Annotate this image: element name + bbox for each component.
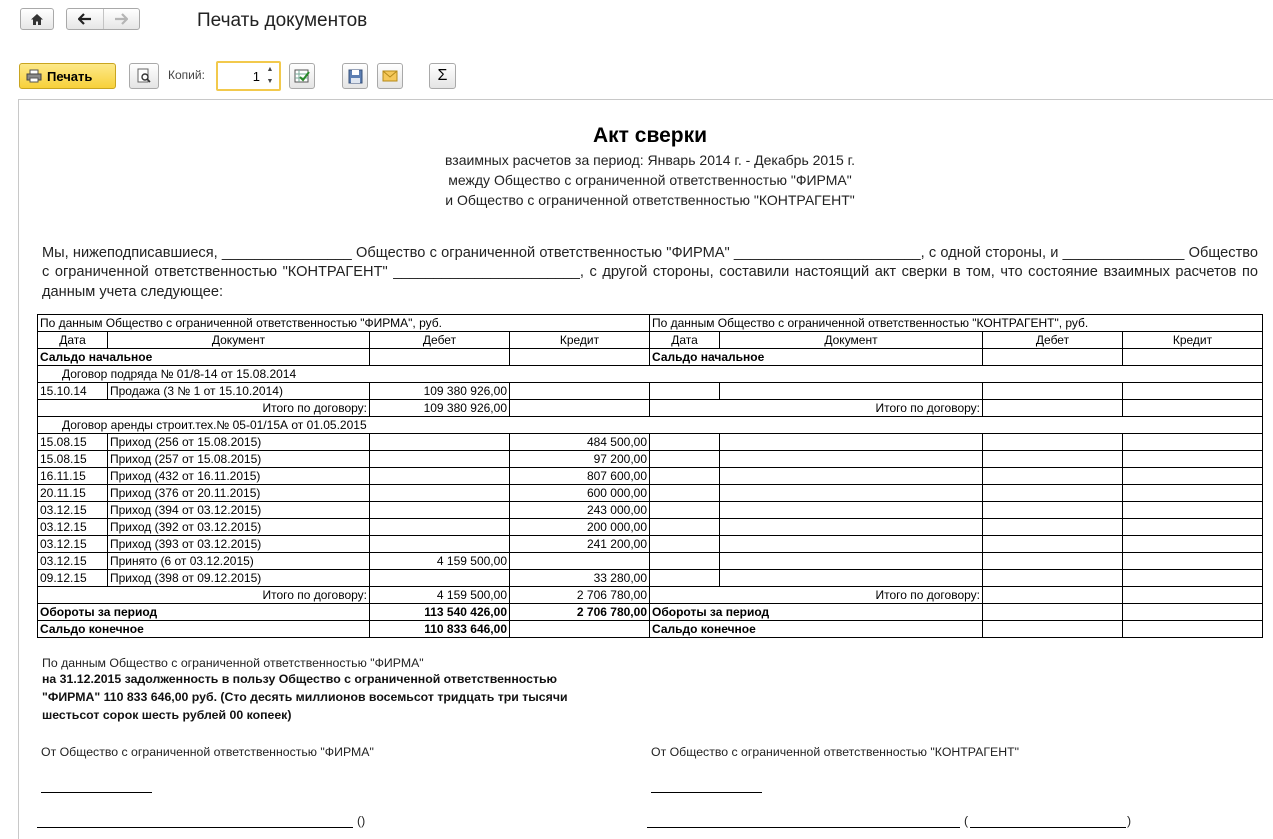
edit-table-icon — [294, 68, 310, 84]
contract-header-row — [38, 366, 1263, 383]
signature-name-paren-close: ) — [1127, 814, 1132, 828]
signature-from-right: От Общество с ограниченной ответственностью "КОНТРАГЕНТ" — [651, 745, 1019, 759]
transaction-debit — [370, 468, 510, 485]
empty-cell — [720, 519, 983, 536]
back-button[interactable] — [67, 9, 104, 29]
col-header-date: Дата — [650, 332, 720, 349]
opening-balance-row — [38, 349, 1263, 366]
empty-cell — [650, 553, 720, 570]
opening-balance-label: Сальдо начальное — [38, 349, 370, 366]
transaction-date: 20.11.15 — [38, 485, 108, 502]
intro-paragraph: Мы, нижеподписавшиеся, ________________ Общество с ограниченной ответственностью "ФИРМА" _______________________, с одной стороны, и _______________ Общество с ограниченной ответственностью "КОНТРАГЕНТ" _______________________, с другой стороны, составили настоящий акт сверки в том, что состояние взаимных расчетов по данным учета следующее: — [42, 245, 1258, 300]
transaction-credit: 241 200,00 — [510, 536, 650, 553]
copies-label: Копий: — [168, 68, 205, 82]
home-button[interactable] — [20, 8, 54, 30]
transaction-date: 03.12.15 — [38, 553, 108, 570]
transaction-credit: 807 600,00 — [510, 468, 650, 485]
empty-cell — [650, 536, 720, 553]
closing-balance-label: Сальдо конечное — [650, 621, 983, 638]
signature-position-line — [651, 792, 762, 793]
transaction-debit — [370, 519, 510, 536]
transaction-document: Приход (393 от 03.12.2015) — [108, 536, 370, 553]
empty-cell — [983, 434, 1123, 451]
signature-name-paren-open: ( — [964, 814, 969, 828]
document-title: Акт сверки — [592, 124, 708, 147]
empty-cell — [1123, 553, 1263, 570]
transaction-credit — [510, 383, 650, 400]
empty-cell — [1123, 485, 1263, 502]
sigma-icon: Σ — [437, 67, 448, 84]
transaction-document: Продажа (3 № 1 от 15.10.2014) — [108, 383, 370, 400]
empty-cell — [1123, 468, 1263, 485]
signature-from-left: От Общество с ограниченной ответственностью "ФИРМА" — [41, 745, 374, 759]
printer-icon — [26, 69, 42, 83]
empty-cell — [650, 468, 720, 485]
contract-total-row — [38, 587, 1263, 604]
transaction-credit: 484 500,00 — [510, 434, 650, 451]
copies-input[interactable] — [222, 66, 260, 86]
closing-balance-row — [38, 621, 1263, 638]
empty-cell — [1123, 502, 1263, 519]
transaction-debit — [370, 485, 510, 502]
home-icon — [30, 13, 44, 26]
transaction-row — [38, 502, 1263, 519]
transaction-row — [38, 536, 1263, 553]
history-nav — [66, 8, 140, 30]
empty-cell — [983, 519, 1123, 536]
transaction-row — [38, 553, 1263, 570]
transaction-row — [38, 485, 1263, 502]
empty-cell — [720, 434, 983, 451]
col-header-debit: Дебет — [983, 332, 1123, 349]
transaction-date: 15.10.14 — [38, 383, 108, 400]
print-button[interactable] — [19, 63, 116, 89]
opening-balance-label: Сальдо начальное — [650, 349, 983, 366]
sum-button[interactable] — [429, 63, 456, 89]
contract-label: Договор подряда № 01/8-14 от 15.08.2014 — [38, 366, 1263, 383]
empty-cell — [650, 451, 720, 468]
empty-cell — [720, 502, 983, 519]
empty-cell — [720, 468, 983, 485]
transaction-date: 03.12.15 — [38, 536, 108, 553]
empty-cell — [1123, 434, 1263, 451]
transaction-date: 03.12.15 — [38, 519, 108, 536]
transaction-document: Приход (376 от 20.11.2015) — [108, 485, 370, 502]
turnover-credit: 2 706 780,00 — [510, 604, 650, 621]
contract-total-label: Итого по договору: — [38, 587, 370, 604]
transaction-document: Приход (392 от 03.12.2015) — [108, 519, 370, 536]
copies-decrement-button[interactable]: ▼ — [266, 78, 274, 85]
contract-total-credit: 2 706 780,00 — [510, 587, 650, 604]
transaction-credit: 200 000,00 — [510, 519, 650, 536]
col-header-debit: Дебет — [370, 332, 510, 349]
transaction-document: Приход (394 от 03.12.2015) — [108, 502, 370, 519]
contract-total-label: Итого по договору: — [650, 400, 983, 417]
signature-name-parens: () — [357, 814, 366, 828]
transaction-credit: 600 000,00 — [510, 485, 650, 502]
contract-total-label: Итого по договору: — [38, 400, 370, 417]
col-header-document: Документ — [720, 332, 983, 349]
empty-cell — [650, 502, 720, 519]
signature-decode-line — [970, 827, 1126, 828]
empty-cell — [983, 553, 1123, 570]
empty-cell — [983, 502, 1123, 519]
debt-statement-line-2: "ФИРМА" 110 833 646,00 руб. (Сто десять миллионов восемьсот тридцать три тысячи — [42, 690, 568, 704]
signature-name-line — [37, 827, 353, 828]
transaction-row — [38, 519, 1263, 536]
transaction-debit — [370, 451, 510, 468]
closing-balance-debit: 110 833 646,00 — [370, 621, 510, 638]
arrow-left-icon — [78, 13, 92, 25]
copies-increment-button[interactable]: ▲ — [266, 66, 274, 73]
table-party-header-row — [38, 315, 1263, 332]
contract-total-row — [38, 400, 1263, 417]
col-header-credit: Кредит — [510, 332, 650, 349]
forward-button[interactable] — [104, 9, 140, 29]
transaction-date: 09.12.15 — [38, 570, 108, 587]
page-title: Печать документов — [197, 10, 368, 31]
floppy-disk-icon — [348, 69, 363, 84]
transaction-document: Приход (432 от 16.11.2015) — [108, 468, 370, 485]
turnover-label: Обороты за период — [650, 604, 983, 621]
empty-cell — [650, 519, 720, 536]
empty-cell — [1123, 570, 1263, 587]
contract-total-debit: 4 159 500,00 — [370, 587, 510, 604]
data-source-note: По данным Общество с ограниченной ответственностью "ФИРМА" — [42, 656, 424, 670]
contract-total-label: Итого по договору: — [650, 587, 983, 604]
transaction-debit: 109 380 926,00 — [370, 383, 510, 400]
transaction-date: 03.12.15 — [38, 502, 108, 519]
closing-balance-credit — [510, 621, 650, 638]
copies-field — [216, 61, 281, 91]
turnover-row — [38, 604, 1263, 621]
table-column-header-row — [38, 332, 1263, 349]
empty-cell — [720, 451, 983, 468]
signature-name-line — [647, 827, 960, 828]
empty-cell — [720, 536, 983, 553]
document-subtitle-period: взаимных расчетов за период: Январь 2014 г. - Декабрь 2015 г. — [445, 152, 855, 168]
signature-position-line — [41, 792, 152, 793]
empty-cell — [983, 468, 1123, 485]
transaction-row — [38, 383, 1263, 400]
transaction-credit: 243 000,00 — [510, 502, 650, 519]
transaction-credit: 97 200,00 — [510, 451, 650, 468]
right-party-header: По данным Общество с ограниченной ответственностью "КОНТРАГЕНТ", руб. — [650, 315, 1263, 332]
debt-statement-line-1: на 31.12.2015 задолженность в пользу Общество с ограниченной ответственностью — [42, 672, 558, 686]
transaction-row — [38, 570, 1263, 587]
transaction-row — [38, 434, 1263, 451]
empty-cell — [983, 383, 1123, 400]
empty-cell — [720, 485, 983, 502]
contract-label: Договор аренды строит.тех.№ 05-01/15А от 01.05.2015 — [38, 417, 1263, 434]
transaction-debit — [370, 434, 510, 451]
transaction-document: Приход (256 от 15.08.2015) — [108, 434, 370, 451]
empty-cell — [650, 570, 720, 587]
col-header-credit: Кредит — [1123, 332, 1263, 349]
contract-total-debit: 109 380 926,00 — [370, 400, 510, 417]
transaction-row — [38, 451, 1263, 468]
print-label: Печать — [47, 68, 93, 84]
transaction-document: Принято (6 от 03.12.2015) — [108, 553, 370, 570]
transaction-date: 15.08.15 — [38, 451, 108, 468]
edit-document-button[interactable] — [289, 63, 315, 89]
transaction-credit: 33 280,00 — [510, 570, 650, 587]
empty-cell — [650, 383, 720, 400]
transaction-debit — [370, 502, 510, 519]
empty-cell — [720, 383, 983, 400]
print-preview-icon — [136, 68, 152, 84]
empty-cell — [983, 570, 1123, 587]
transaction-credit — [510, 553, 650, 570]
empty-cell — [1123, 536, 1263, 553]
reconciliation-table — [37, 314, 1263, 638]
transaction-row — [38, 468, 1263, 485]
transaction-debit: 4 159 500,00 — [370, 553, 510, 570]
arrow-right-icon — [114, 13, 128, 25]
empty-cell — [650, 434, 720, 451]
transaction-document: Приход (257 от 15.08.2015) — [108, 451, 370, 468]
save-button[interactable] — [342, 63, 368, 89]
contract-total-credit — [510, 400, 650, 417]
empty-cell — [1123, 519, 1263, 536]
preview-button[interactable] — [129, 63, 159, 89]
envelope-icon — [382, 70, 398, 82]
empty-cell — [1123, 383, 1263, 400]
empty-cell — [720, 570, 983, 587]
col-header-document: Документ — [108, 332, 370, 349]
turnover-label: Обороты за период — [38, 604, 370, 621]
empty-cell — [650, 485, 720, 502]
transaction-date: 16.11.15 — [38, 468, 108, 485]
empty-cell — [983, 485, 1123, 502]
document-subtitle-party2: и Общество с ограниченной ответственностью "КОНТРАГЕНТ" — [445, 192, 855, 208]
turnover-debit: 113 540 426,00 — [370, 604, 510, 621]
empty-cell — [1123, 451, 1263, 468]
empty-cell — [720, 553, 983, 570]
contract-header-row — [38, 417, 1263, 434]
left-party-header: По данным Общество с ограниченной ответственностью "ФИРМА", руб. — [38, 315, 650, 332]
send-email-button[interactable] — [377, 63, 403, 89]
closing-balance-label: Сальдо конечное — [38, 621, 370, 638]
debt-statement-line-3: шестьсот сорок шесть рублей 00 копеек) — [42, 708, 292, 722]
col-header-date: Дата — [38, 332, 108, 349]
transaction-debit — [370, 570, 510, 587]
empty-cell — [983, 451, 1123, 468]
transaction-date: 15.08.15 — [38, 434, 108, 451]
empty-cell — [983, 536, 1123, 553]
document-subtitle-party1: между Общество с ограниченной ответственностью "ФИРМА" — [448, 172, 852, 188]
transaction-document: Приход (398 от 09.12.2015) — [108, 570, 370, 587]
transaction-debit — [370, 536, 510, 553]
